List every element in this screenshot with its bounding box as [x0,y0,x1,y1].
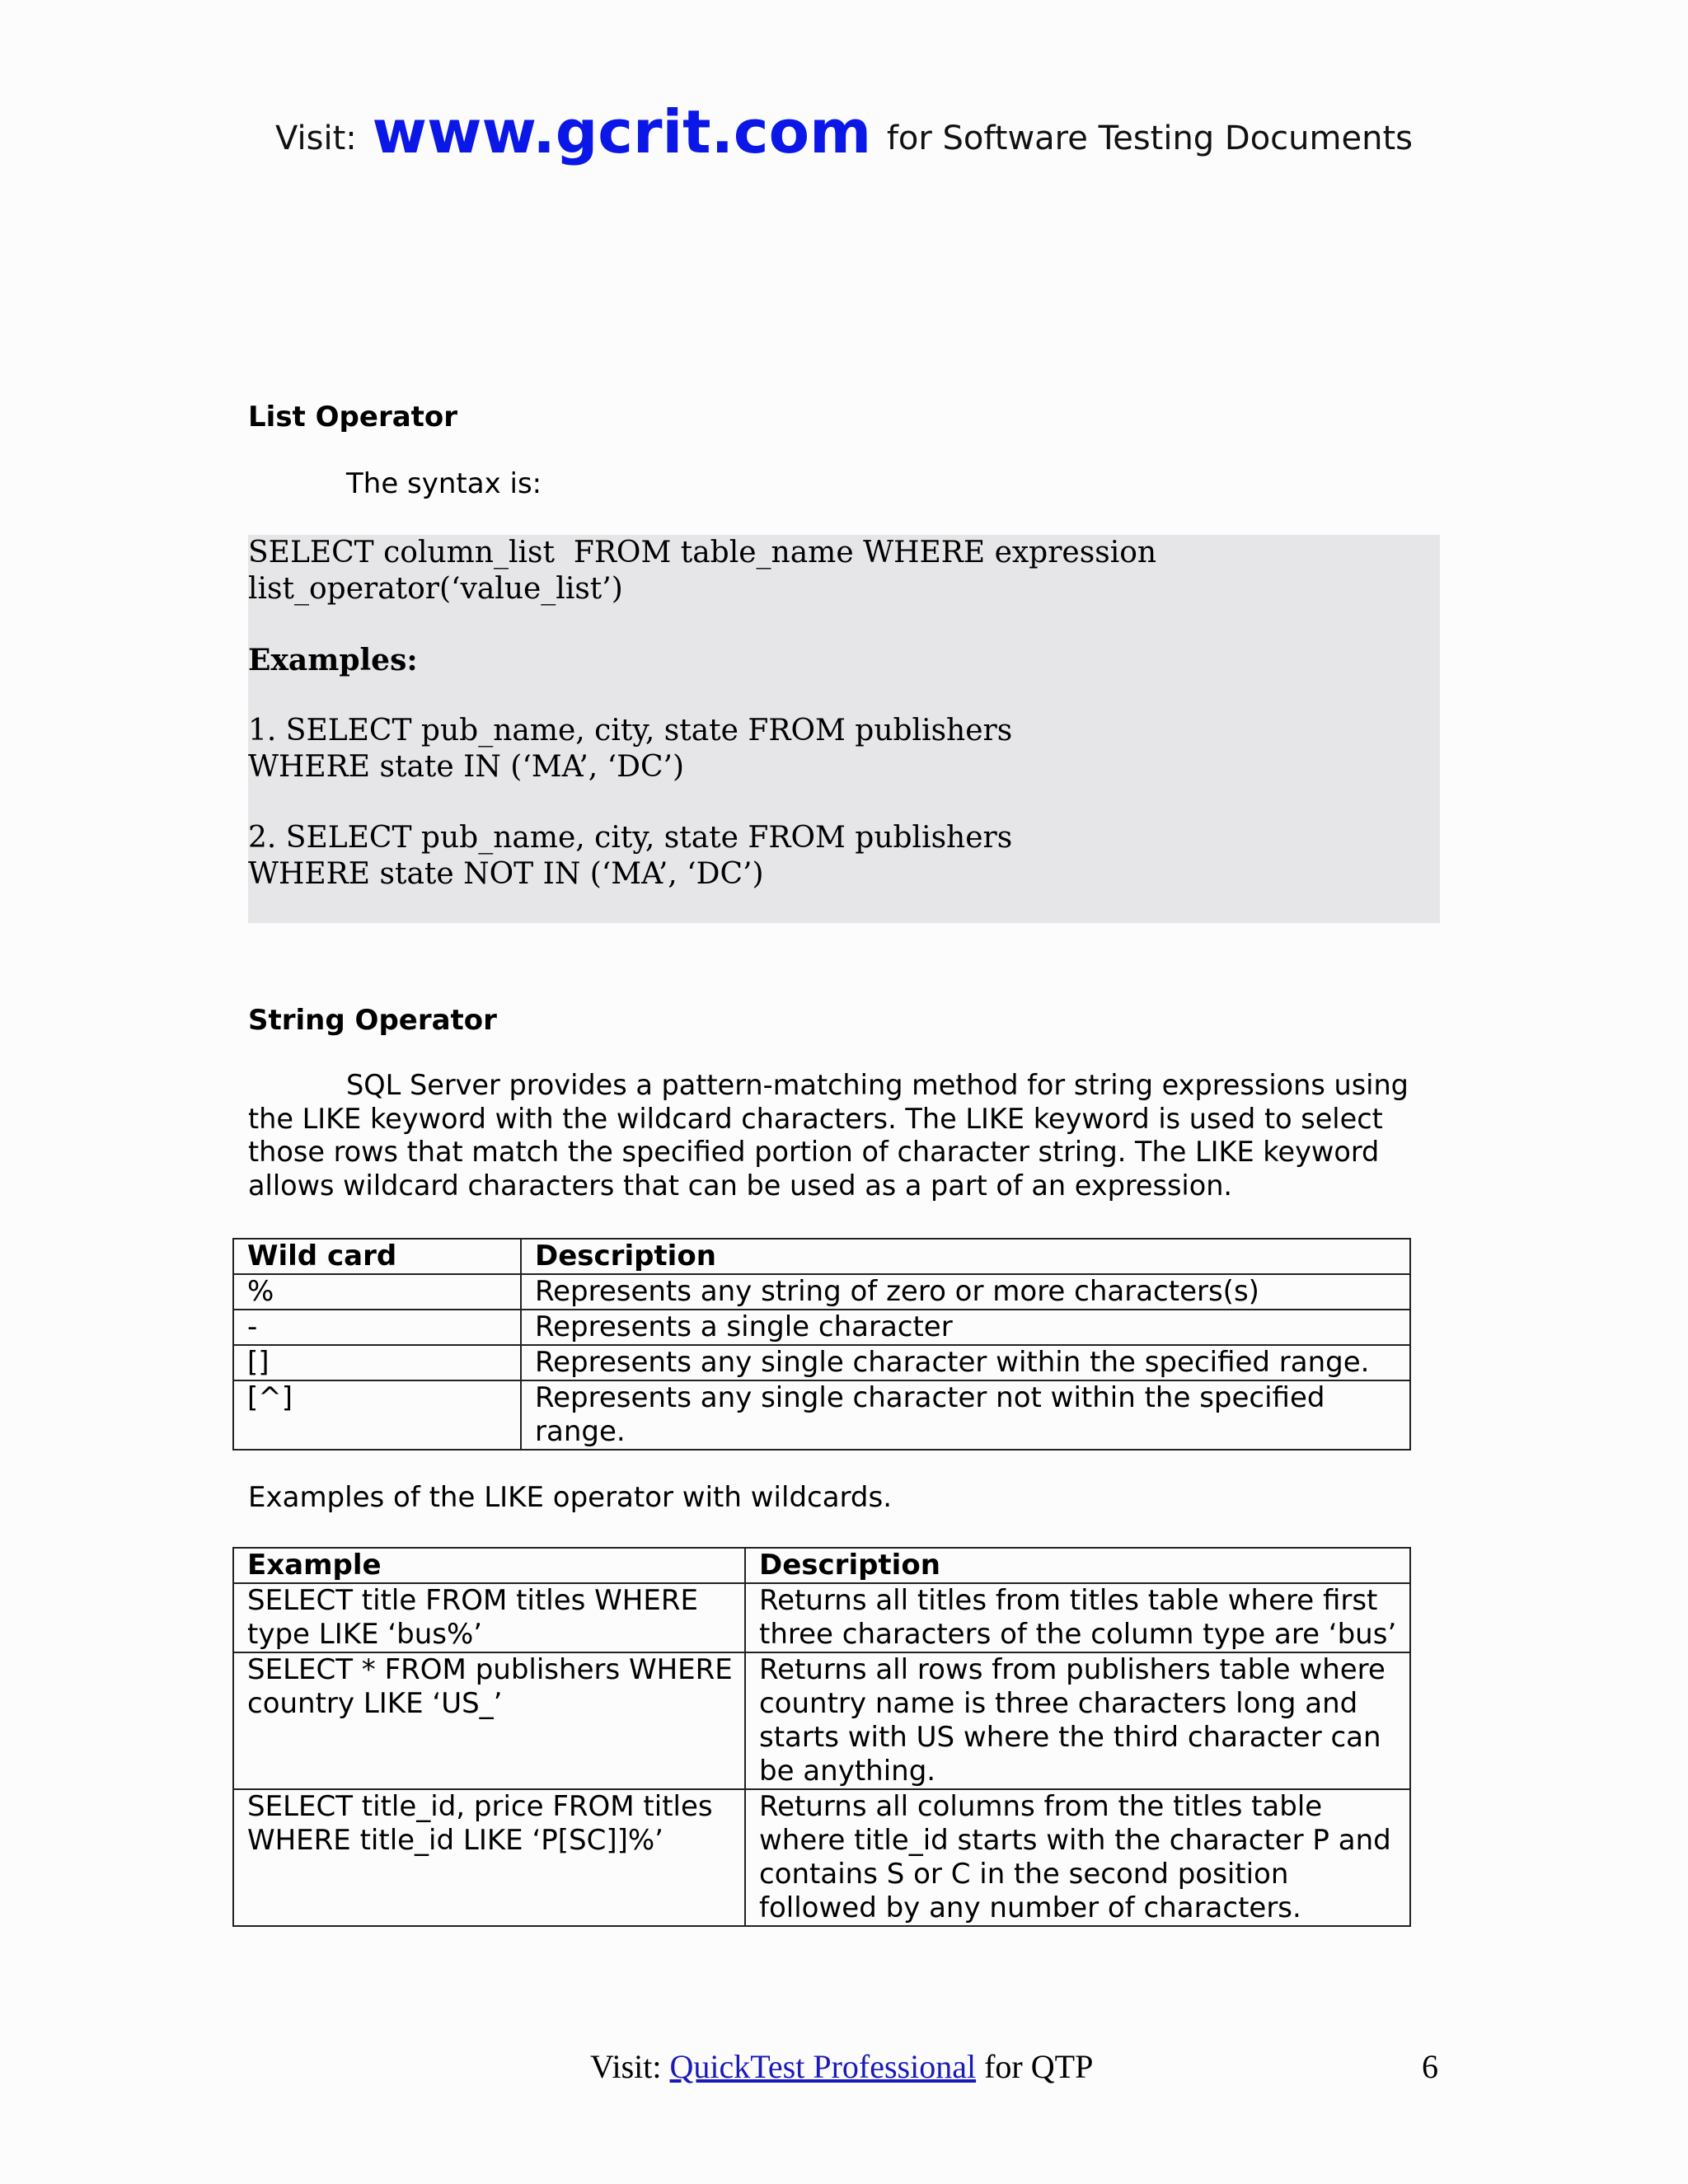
table-cell: - [233,1310,521,1345]
table-cell: Returns all columns from the titles table where title_id starts with the character P and contains S or C in the second position followed by any number of characters. [745,1789,1410,1926]
header-tagline: for Software Testing Documents [886,120,1413,157]
example-line: 1. SELECT pub_name, city, state FROM publishers [248,714,1013,748]
example-line: WHERE state NOT IN (‘MA’, ‘DC’) [248,857,764,891]
table-row [233,1652,1410,1789]
table-header-row [233,1239,1410,1274]
table-cell: SELECT title FROM titles WHERE type LIKE ‘bus%’ [233,1583,745,1652]
table-row [233,1583,1410,1652]
examples-label: Examples: [248,643,418,677]
table-cell: Returns all rows from publishers table where country name is three characters long and starts with US where the third character can be anything. [745,1652,1410,1789]
sql-code-block [248,535,1440,923]
table-header-cell: Description [745,1548,1410,1583]
table-cell: Represents any single character not within the specified range. [521,1380,1410,1450]
footer-qtp-link[interactable]: QuickTest Professional [669,2048,977,2085]
examples-caption: Examples of the LIKE operator with wildcards. [248,1481,893,1514]
table-header-cell: Description [521,1239,1410,1274]
example-line: 2. SELECT pub_name, city, state FROM publishers [248,821,1013,855]
table-row [233,1345,1410,1380]
table-row [233,1274,1410,1310]
header-site-link[interactable]: www.gcrit.com [372,97,872,166]
wildcard-table [232,1238,1411,1451]
like-examples-table [232,1547,1411,1927]
table-header-row [233,1548,1410,1583]
string-operator-heading: String Operator [248,1004,497,1037]
table-cell: Represents any string of zero or more characters(s) [521,1274,1410,1310]
table-cell: % [233,1274,521,1310]
table-cell: Represents a single character [521,1310,1410,1345]
table-header-cell: Example [233,1548,745,1583]
table-row [233,1380,1410,1450]
table-cell: Represents any single character within the specified range. [521,1345,1410,1380]
list-operator-heading: List Operator [248,401,458,434]
table-cell: [] [233,1345,521,1380]
table-cell: SELECT * FROM publishers WHERE country LIKE ‘US_’ [233,1652,745,1789]
page-number: 6 [1422,2048,1438,2085]
syntax-intro: The syntax is: [346,467,542,500]
page-header [0,97,1688,166]
table-row [233,1789,1410,1926]
footer-suffix: for QTP [984,2048,1094,2085]
string-operator-paragraph: SQL Server provides a pattern-matching method for string expressions using the LIKE keyword with the wildcard characters. The LIKE keyword is used to select those rows that match the specified portion of character string. The LIKE keyword allows wildcard characters that can be used as a part of an expression. [248,1069,1409,1202]
header-visit-label: Visit: [275,120,357,157]
table-row [233,1310,1410,1345]
table-cell: Returns all titles from titles table where first three characters of the column type are ‘bus’ [745,1583,1410,1652]
table-header-cell: Wild card [233,1239,521,1274]
example-line: WHERE state IN (‘MA’, ‘DC’) [248,750,685,784]
syntax-line: list_operator(‘value_list’) [248,572,623,606]
footer-visit-label: Visit: [590,2048,662,2085]
table-cell: SELECT title_id, price FROM titles WHERE title_id LIKE ‘P[SC]]%’ [233,1789,745,1926]
page-footer [590,2047,1093,2086]
table-cell: [^] [233,1380,521,1450]
syntax-line: SELECT column_list FROM table_name WHERE expression [248,536,1157,569]
